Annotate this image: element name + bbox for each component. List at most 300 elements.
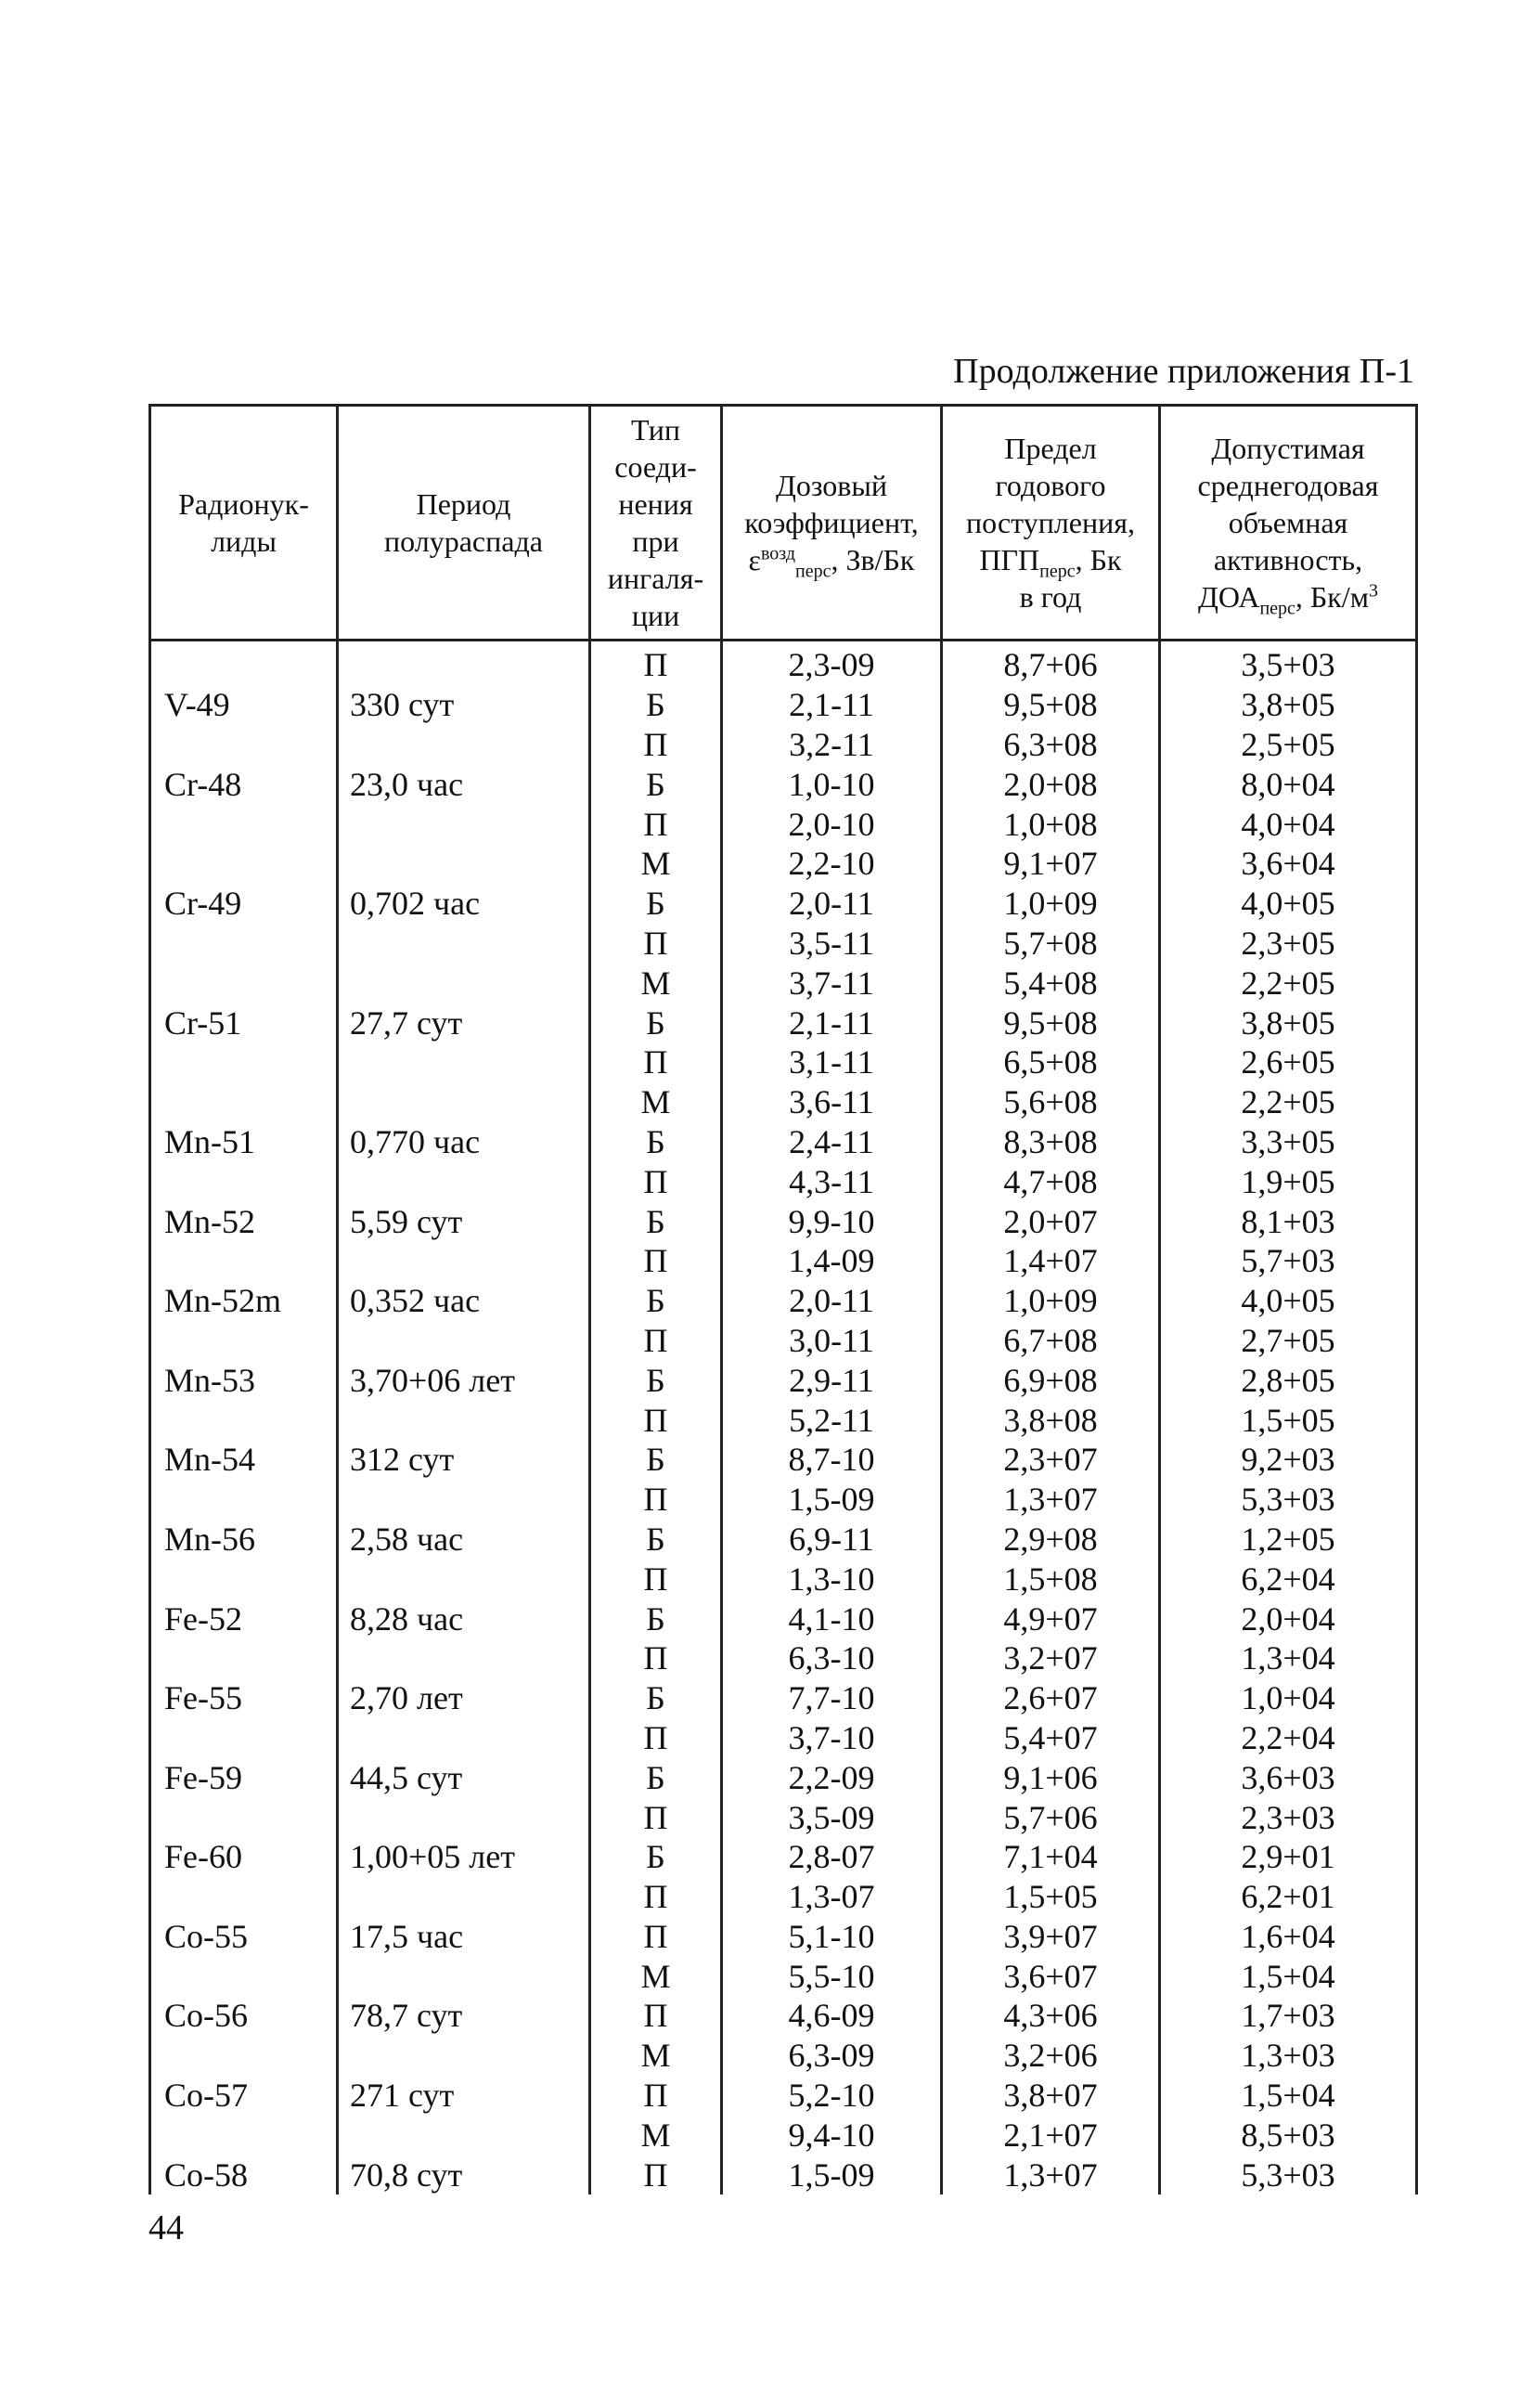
cell-nuclide [150,1956,338,1996]
cell-intake-limit: 4,3+06 [942,1996,1160,2036]
cell-permissible-activity: 6,2+01 [1160,1877,1417,1917]
table-row [150,1122,1417,1162]
cell-dose-coefficient: 6,3-09 [722,2036,942,2076]
table-row [150,2036,1417,2076]
header-activity-line3: объемная [1228,506,1348,539]
cell-dose-coefficient: 1,0-10 [722,764,942,804]
cell-intake-limit: 3,2+07 [942,1638,1160,1678]
cell-half-life [338,1797,590,1837]
table-row [150,963,1417,1003]
cell-nuclide: Cr-49 [150,884,338,924]
cell-compound-type: П [590,1917,722,1957]
cell-nuclide [150,725,338,765]
cell-nuclide: Mn-51 [150,1122,338,1162]
table-header [150,406,1417,641]
cell-half-life: 0,702 час [338,884,590,924]
cell-nuclide: Co-57 [150,2076,338,2116]
cell-half-life: 27,7 сут [338,1003,590,1042]
cell-nuclide [150,844,338,884]
header-limit-line1: Предел [1004,432,1097,465]
cell-half-life: 2,70 лет [338,1678,590,1718]
cell-intake-limit: 1,4+07 [942,1241,1160,1281]
cell-dose-coefficient: 2,0-11 [722,1281,942,1321]
table-row [150,1281,1417,1321]
cell-dose-coefficient: 2,2-09 [722,1757,942,1797]
table-row [150,1042,1417,1082]
cell-dose-coefficient: 3,5-09 [722,1797,942,1837]
table-row [150,1718,1417,1758]
cell-dose-coefficient: 6,3-10 [722,1638,942,1678]
cell-dose-coefficient: 4,1-10 [722,1599,942,1638]
header-dose-symbol: ε [748,543,761,576]
cell-permissible-activity: 2,7+05 [1160,1321,1417,1361]
cell-compound-type: Б [590,685,722,725]
header-activity-sup: 3 [1368,580,1378,602]
header-limit-line2: годового [995,469,1106,502]
cell-nuclide: Cr-48 [150,764,338,804]
cell-compound-type: Б [590,1201,722,1241]
cell-permissible-activity: 5,3+03 [1160,1480,1417,1520]
header-dose-sub: перс [795,561,831,582]
cell-half-life: 17,5 час [338,1917,590,1957]
cell-dose-coefficient: 7,7-10 [722,1678,942,1718]
table-row [150,1877,1417,1917]
cell-half-life [338,1638,590,1678]
cell-compound-type: М [590,1082,722,1122]
cell-nuclide [150,1241,338,1281]
cell-intake-limit: 5,4+07 [942,1718,1160,1758]
cell-dose-coefficient: 3,1-11 [722,1042,942,1082]
cell-intake-limit: 8,7+06 [942,641,1160,685]
cell-permissible-activity: 1,3+04 [1160,1638,1417,1678]
table-row [150,1757,1417,1797]
cell-half-life [338,804,590,844]
cell-nuclide [150,1042,338,1082]
header-activity-line4: активность, [1213,543,1363,576]
table-row [150,1559,1417,1599]
cell-compound-type: Б [590,1003,722,1042]
cell-nuclide [150,804,338,844]
cell-permissible-activity: 8,5+03 [1160,2115,1417,2155]
radionuclide-table [148,404,1418,2194]
cell-permissible-activity: 3,8+05 [1160,1003,1417,1042]
cell-permissible-activity: 5,3+03 [1160,2155,1417,2194]
table-row [150,1797,1417,1837]
cell-nuclide [150,1877,338,1917]
cell-compound-type: Б [590,764,722,804]
cell-intake-limit: 3,8+07 [942,2076,1160,2116]
cell-intake-limit: 6,5+08 [942,1042,1160,1082]
cell-compound-type: М [590,2036,722,2076]
header-dose-unit: , Зв/Бк [831,543,915,576]
cell-half-life [338,1480,590,1520]
cell-half-life [338,1877,590,1917]
cell-intake-limit: 5,7+08 [942,924,1160,964]
cell-half-life [338,1042,590,1082]
cell-compound-type: П [590,1161,722,1201]
cell-intake-limit: 2,0+08 [942,764,1160,804]
header-activity-abbr: ДОА [1198,580,1260,614]
cell-nuclide [150,1559,338,1599]
cell-compound-type: Б [590,1360,722,1400]
cell-half-life: 312 сут [338,1440,590,1480]
cell-intake-limit: 5,7+06 [942,1797,1160,1837]
cell-half-life [338,725,590,765]
header-intake-limit [942,406,1160,641]
table-row [150,685,1417,725]
cell-dose-coefficient: 2,4-11 [722,1122,942,1162]
cell-half-life: 70,8 сут [338,2155,590,2194]
cell-nuclide: Mn-52m [150,1281,338,1321]
header-dose-coefficient [722,406,942,641]
cell-half-life [338,1718,590,1758]
cell-dose-coefficient: 3,5-11 [722,924,942,964]
cell-nuclide: Co-58 [150,2155,338,2194]
cell-intake-limit: 1,3+07 [942,1480,1160,1520]
cell-compound-type: П [590,1241,722,1281]
cell-intake-limit: 6,7+08 [942,1321,1160,1361]
cell-permissible-activity: 1,5+04 [1160,1956,1417,1996]
cell-dose-coefficient: 2,1-11 [722,1003,942,1042]
header-compound-type: Тип соеди-нения при ингаля-ции [590,406,722,641]
table-row [150,884,1417,924]
cell-dose-coefficient: 5,2-10 [722,2076,942,2116]
cell-intake-limit: 8,3+08 [942,1122,1160,1162]
table-row [150,764,1417,804]
cell-permissible-activity: 3,6+04 [1160,844,1417,884]
cell-permissible-activity: 3,6+03 [1160,1757,1417,1797]
cell-nuclide [150,1480,338,1520]
table-row [150,641,1417,685]
cell-compound-type: П [590,1877,722,1917]
cell-dose-coefficient: 3,0-11 [722,1321,942,1361]
header-dose-line1: Дозовый [775,469,887,502]
cell-permissible-activity: 2,9+01 [1160,1837,1417,1877]
cell-nuclide: Co-55 [150,1917,338,1957]
cell-half-life: 5,59 сут [338,1201,590,1241]
cell-compound-type: Б [590,1520,722,1560]
table-row [150,1360,1417,1400]
cell-compound-type: П [590,641,722,685]
table-row [150,1480,1417,1520]
cell-nuclide: Cr-51 [150,1003,338,1042]
cell-nuclide: Mn-56 [150,1520,338,1560]
cell-permissible-activity: 5,7+03 [1160,1241,1417,1281]
table-row [150,1837,1417,1877]
cell-intake-limit: 2,6+07 [942,1678,1160,1718]
cell-half-life: 3,70+06 лет [338,1360,590,1400]
cell-nuclide [150,924,338,964]
cell-permissible-activity: 1,2+05 [1160,1520,1417,1560]
cell-nuclide: Fe-55 [150,1678,338,1718]
cell-dose-coefficient: 2,9-11 [722,1360,942,1400]
cell-compound-type: Б [590,1837,722,1877]
cell-dose-coefficient: 6,9-11 [722,1520,942,1560]
cell-dose-coefficient: 5,2-11 [722,1400,942,1440]
cell-intake-limit: 1,3+07 [942,2155,1160,2194]
cell-permissible-activity: 3,8+05 [1160,685,1417,725]
cell-nuclide [150,641,338,685]
cell-compound-type: Б [590,1599,722,1638]
cell-nuclide [150,2115,338,2155]
table-row [150,924,1417,964]
cell-nuclide: Mn-52 [150,1201,338,1241]
header-activity-sub: перс [1259,598,1295,619]
cell-half-life [338,2115,590,2155]
cell-nuclide: Co-56 [150,1996,338,2036]
header-activity-line1: Допустимая [1211,432,1365,465]
cell-intake-limit: 2,1+07 [942,2115,1160,2155]
cell-nuclide: Fe-52 [150,1599,338,1638]
cell-half-life: 330 сут [338,685,590,725]
cell-compound-type: Б [590,1122,722,1162]
cell-half-life [338,924,590,964]
table-row [150,1400,1417,1440]
cell-permissible-activity: 3,5+03 [1160,641,1417,685]
cell-intake-limit: 2,0+07 [942,1201,1160,1241]
header-limit-sub: перс [1039,561,1076,582]
table-body [150,641,1417,2195]
cell-dose-coefficient: 9,4-10 [722,2115,942,2155]
cell-intake-limit: 7,1+04 [942,1837,1160,1877]
cell-nuclide [150,1797,338,1837]
cell-compound-type: М [590,1956,722,1996]
cell-permissible-activity: 1,6+04 [1160,1917,1417,1957]
cell-compound-type: П [590,1996,722,2036]
cell-dose-coefficient: 1,3-10 [722,1559,942,1599]
table-row [150,1638,1417,1678]
table-row [150,844,1417,884]
page-number: 44 [148,2208,184,2247]
cell-half-life [338,1956,590,1996]
cell-dose-coefficient: 2,1-11 [722,685,942,725]
cell-compound-type: М [590,844,722,884]
header-limit-line5: в год [1019,580,1082,614]
table-row [150,1201,1417,1241]
cell-dose-coefficient: 1,3-07 [722,1877,942,1917]
cell-permissible-activity: 3,3+05 [1160,1122,1417,1162]
cell-dose-coefficient: 1,4-09 [722,1241,942,1281]
cell-permissible-activity: 1,5+05 [1160,1400,1417,1440]
cell-dose-coefficient: 2,2-10 [722,844,942,884]
cell-compound-type: П [590,1559,722,1599]
cell-nuclide [150,1718,338,1758]
cell-permissible-activity: 2,6+05 [1160,1042,1417,1082]
table-row [150,2076,1417,2116]
cell-compound-type: П [590,924,722,964]
cell-dose-coefficient: 3,7-10 [722,1718,942,1758]
table-row [150,1678,1417,1718]
cell-compound-type: П [590,1638,722,1678]
cell-intake-limit: 1,0+09 [942,1281,1160,1321]
header-row [150,406,1417,641]
cell-intake-limit: 2,9+08 [942,1520,1160,1560]
cell-half-life: 23,0 час [338,764,590,804]
cell-intake-limit: 1,0+08 [942,804,1160,844]
cell-permissible-activity: 2,2+05 [1160,1082,1417,1122]
cell-half-life: 271 сут [338,2076,590,2116]
cell-nuclide: V-49 [150,685,338,725]
table-row [150,804,1417,844]
cell-half-life [338,1082,590,1122]
header-nuclide: Радионук-лиды [150,406,338,641]
cell-intake-limit: 1,5+05 [942,1877,1160,1917]
cell-nuclide [150,1638,338,1678]
cell-dose-coefficient: 4,3-11 [722,1161,942,1201]
table-caption: Продолжение приложения П-1 [953,352,1414,391]
cell-half-life [338,1161,590,1201]
cell-half-life: 8,28 час [338,1599,590,1638]
header-activity-unit: , Бк/м [1295,580,1369,614]
cell-permissible-activity: 4,0+05 [1160,884,1417,924]
cell-half-life: 44,5 сут [338,1757,590,1797]
cell-dose-coefficient: 9,9-10 [722,1201,942,1241]
table-row [150,2115,1417,2155]
table-row [150,1003,1417,1042]
cell-permissible-activity: 2,2+04 [1160,1718,1417,1758]
cell-intake-limit: 1,5+08 [942,1559,1160,1599]
cell-compound-type: М [590,2115,722,2155]
cell-intake-limit: 3,9+07 [942,1917,1160,1957]
cell-intake-limit: 3,8+08 [942,1400,1160,1440]
cell-compound-type: П [590,1321,722,1361]
cell-nuclide: Fe-59 [150,1757,338,1797]
cell-intake-limit: 5,4+08 [942,963,1160,1003]
cell-intake-limit: 5,6+08 [942,1082,1160,1122]
cell-compound-type: П [590,1042,722,1082]
cell-dose-coefficient: 2,3-09 [722,641,942,685]
table-row [150,1599,1417,1638]
cell-compound-type: П [590,1480,722,1520]
header-activity-line2: среднегодовая [1197,469,1379,502]
table-row [150,1082,1417,1122]
header-dose-line2: коэффициент, [744,506,919,539]
cell-permissible-activity: 1,3+03 [1160,2036,1417,2076]
cell-intake-limit: 9,1+07 [942,844,1160,884]
table-row [150,1440,1417,1480]
cell-intake-limit: 9,5+08 [942,685,1160,725]
cell-compound-type: П [590,1797,722,1837]
cell-compound-type: П [590,1718,722,1758]
cell-half-life [338,1321,590,1361]
table-row [150,1956,1417,1996]
cell-nuclide [150,1082,338,1122]
cell-half-life: 78,7 сут [338,1996,590,2036]
cell-permissible-activity: 4,0+05 [1160,1281,1417,1321]
table-row [150,1917,1417,1957]
cell-permissible-activity: 6,2+04 [1160,1559,1417,1599]
cell-permissible-activity: 9,2+03 [1160,1440,1417,1480]
cell-intake-limit: 6,9+08 [942,1360,1160,1400]
cell-half-life: 0,770 час [338,1122,590,1162]
table-row [150,1241,1417,1281]
table-row [150,1996,1417,2036]
table-row [150,1520,1417,1560]
cell-nuclide [150,963,338,1003]
cell-permissible-activity: 1,0+04 [1160,1678,1417,1718]
cell-dose-coefficient: 2,8-07 [722,1837,942,1877]
cell-half-life [338,2036,590,2076]
cell-dose-coefficient: 3,2-11 [722,725,942,765]
cell-nuclide [150,1161,338,1201]
cell-dose-coefficient: 3,7-11 [722,963,942,1003]
cell-compound-type: М [590,963,722,1003]
cell-half-life [338,1400,590,1440]
table-row [150,1321,1417,1361]
cell-compound-type: П [590,804,722,844]
cell-compound-type: П [590,2076,722,2116]
radionuclide-table-container [148,404,1415,2194]
cell-intake-limit: 6,3+08 [942,725,1160,765]
cell-dose-coefficient: 2,0-11 [722,884,942,924]
cell-dose-coefficient: 4,6-09 [722,1996,942,2036]
cell-half-life: 2,58 час [338,1520,590,1560]
cell-compound-type: Б [590,1757,722,1797]
cell-intake-limit: 9,5+08 [942,1003,1160,1042]
cell-dose-coefficient: 1,5-09 [722,2155,942,2194]
cell-nuclide [150,2036,338,2076]
cell-intake-limit: 1,0+09 [942,884,1160,924]
cell-permissible-activity: 2,3+03 [1160,1797,1417,1837]
header-half-life: Период полураспада [338,406,590,641]
cell-permissible-activity: 8,1+03 [1160,1201,1417,1241]
cell-dose-coefficient: 3,6-11 [722,1082,942,1122]
header-limit-unit: , Бк [1075,543,1122,576]
cell-dose-coefficient: 5,5-10 [722,1956,942,1996]
table-row [150,2155,1417,2194]
cell-nuclide: Fe-60 [150,1837,338,1877]
cell-intake-limit: 3,2+06 [942,2036,1160,2076]
cell-compound-type: Б [590,884,722,924]
cell-half-life [338,963,590,1003]
cell-compound-type: П [590,1400,722,1440]
header-limit-line3: поступления, [966,506,1135,539]
cell-permissible-activity: 2,2+05 [1160,963,1417,1003]
cell-half-life [338,1241,590,1281]
cell-intake-limit: 2,3+07 [942,1440,1160,1480]
cell-compound-type: Б [590,1440,722,1480]
table-row [150,1161,1417,1201]
cell-permissible-activity: 4,0+04 [1160,804,1417,844]
cell-dose-coefficient: 5,1-10 [722,1917,942,1957]
cell-nuclide: Mn-53 [150,1360,338,1400]
cell-permissible-activity: 2,8+05 [1160,1360,1417,1400]
cell-half-life: 0,352 час [338,1281,590,1321]
header-permissible-activity [1160,406,1417,641]
cell-dose-coefficient: 1,5-09 [722,1480,942,1520]
cell-intake-limit: 4,7+08 [942,1161,1160,1201]
cell-compound-type: П [590,725,722,765]
cell-compound-type: П [590,2155,722,2194]
cell-permissible-activity: 2,5+05 [1160,725,1417,765]
cell-half-life [338,844,590,884]
cell-half-life: 1,00+05 лет [338,1837,590,1877]
cell-permissible-activity: 2,3+05 [1160,924,1417,964]
cell-dose-coefficient: 8,7-10 [722,1440,942,1480]
cell-half-life [338,641,590,685]
cell-permissible-activity: 2,0+04 [1160,1599,1417,1638]
cell-compound-type: Б [590,1678,722,1718]
cell-nuclide [150,1400,338,1440]
cell-permissible-activity: 8,0+04 [1160,764,1417,804]
header-limit-abbr: ПГП [979,543,1040,576]
cell-intake-limit: 3,6+07 [942,1956,1160,1996]
cell-nuclide: Mn-54 [150,1440,338,1480]
cell-half-life [338,1559,590,1599]
cell-intake-limit: 4,9+07 [942,1599,1160,1638]
header-dose-sup: возд [760,543,796,564]
cell-nuclide [150,1321,338,1361]
